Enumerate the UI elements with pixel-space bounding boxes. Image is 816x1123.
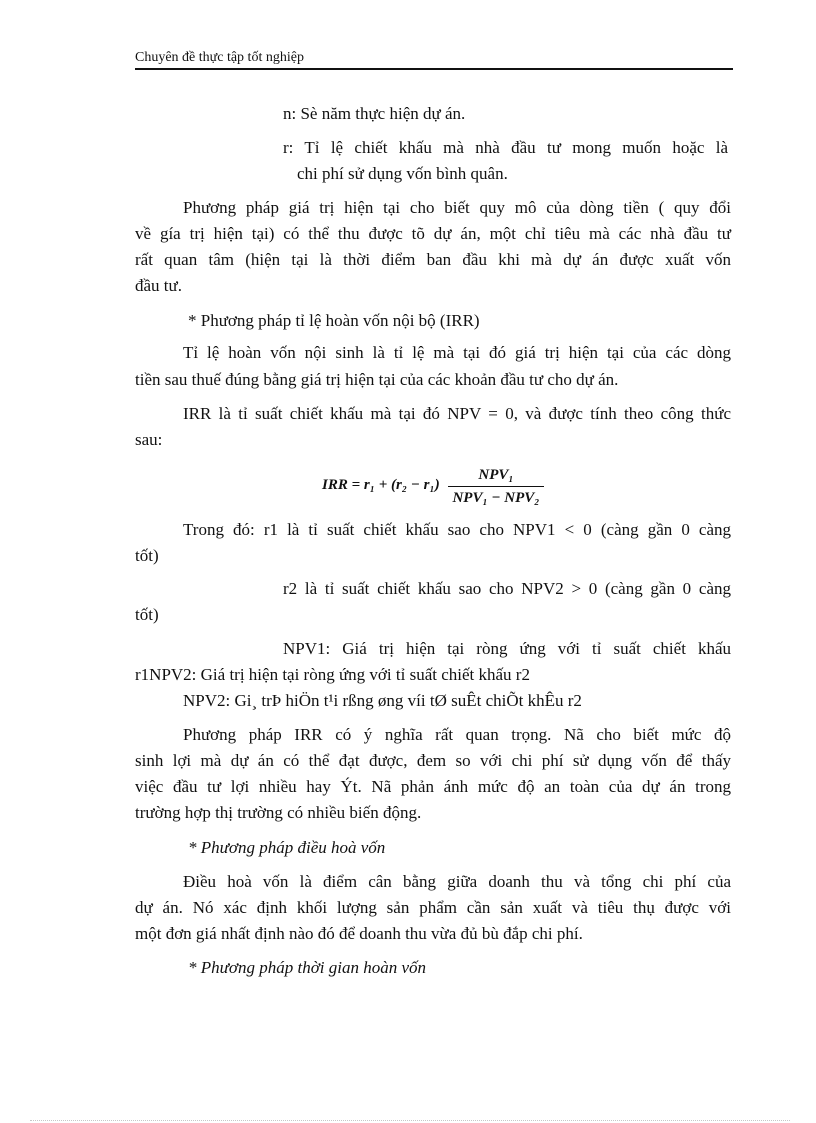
text-line: đầu tư.	[135, 276, 182, 295]
text-line: Trong đó: r1 là tỉ suất chiết khấu sao cho NPV1 < 0 (càng gần 0 càng	[183, 520, 731, 539]
text-line: sau:	[135, 430, 163, 449]
formula-denominator: NPV₁ − NPV₂	[452, 490, 540, 506]
formula-lhs: IRR = r₁ + (r₂ − r₁)	[322, 477, 440, 493]
text-line: IRR là tỉ suất chiết khấu mà tại đó NPV = 0, và được tính theo công thức	[183, 404, 731, 423]
text-line: sinh lợi mà dự án có thể đạt được, đem so với chi phí sử dụng vốn để thấy	[135, 751, 731, 770]
text-line: r1NPV2: Giá trị hiện tại ròng ứng với tỉ suất chiết khấu r2	[135, 665, 530, 684]
page-header	[135, 49, 733, 70]
section-heading: * Phương pháp thời gian hoàn vốn	[188, 958, 427, 977]
text-line: NPV2: Gi¸ trÞ hiÖn t¹i rßng øng víi tØ suÊt chiÕt khÊu r2	[183, 691, 582, 710]
text-line: một đơn giá nhất định nào đó để doanh thu vừa đủ bù đắp chi phí.	[135, 924, 583, 943]
text-line: Tỉ lệ hoàn vốn nội sinh là tỉ lệ mà tại đó giá trị hiện tại của các dòng	[183, 343, 731, 362]
formula-fraction	[448, 464, 544, 509]
text-line: NPV1: Giá trị hiện tại ròng ứng với tỉ suất chiết khấu	[283, 639, 731, 658]
header-title: Chuyên đề thực tập tốt nghiệp	[135, 50, 304, 65]
text-line: chi phí sử dụng vốn bình quân.	[297, 164, 508, 183]
section-heading: * Phương pháp tỉ lệ hoàn vốn nội bộ (IRR)	[188, 311, 480, 330]
section-heading: * Phương pháp điều hoà vốn	[188, 838, 386, 857]
text-line: rất quan tâm (hiện tại là thời điểm ban đầu khi mà dự án được xuất vốn	[135, 250, 731, 269]
text-line: r2 là tỉ suất chiết khấu sao cho NPV2 > 0 (càng gần 0 càng	[283, 579, 731, 598]
irr-formula	[322, 464, 552, 512]
text-line: việc đầu tư lợi nhiều hay Ýt. Nã phản ánh mức độ an toàn của dự án trong	[135, 777, 731, 796]
text-line: tiền sau thuế đúng bằng giá trị hiện tại của các khoản đầu tư cho dự án.	[135, 370, 619, 389]
text-line: n: Sè năm thực hiện dự án.	[283, 104, 466, 123]
text-line: Điều hoà vốn là điểm cân bằng giữa doanh thu và tổng chi phí của	[183, 872, 731, 891]
page-bottom-divider	[30, 1120, 790, 1121]
text-line: r: Tỉ lệ chiết khấu mà nhà đầu tư mong muốn hoặc là	[283, 138, 728, 157]
text-line: Phương pháp IRR có ý nghĩa rất quan trọng. Nã cho biết mức độ	[183, 725, 731, 744]
text-line: về gía trị hiện tại) có thể thu được tõ dự án, một chỉ tiêu mà các nhà đầu tư	[135, 224, 731, 243]
text-line: Phương pháp giá trị hiện tại cho biết quy mô của dòng tiền ( quy đổi	[183, 198, 731, 217]
text-line: tốt)	[135, 546, 159, 565]
text-line: trường hợp thị trường có nhiều biến động.	[135, 803, 422, 822]
text-line: dự án. Nó xác định khối lượng sản phẩm cần sản xuất và tiêu thụ được với	[135, 898, 731, 917]
formula-numerator: NPV₁	[448, 464, 544, 487]
text-line: tốt)	[135, 605, 159, 624]
